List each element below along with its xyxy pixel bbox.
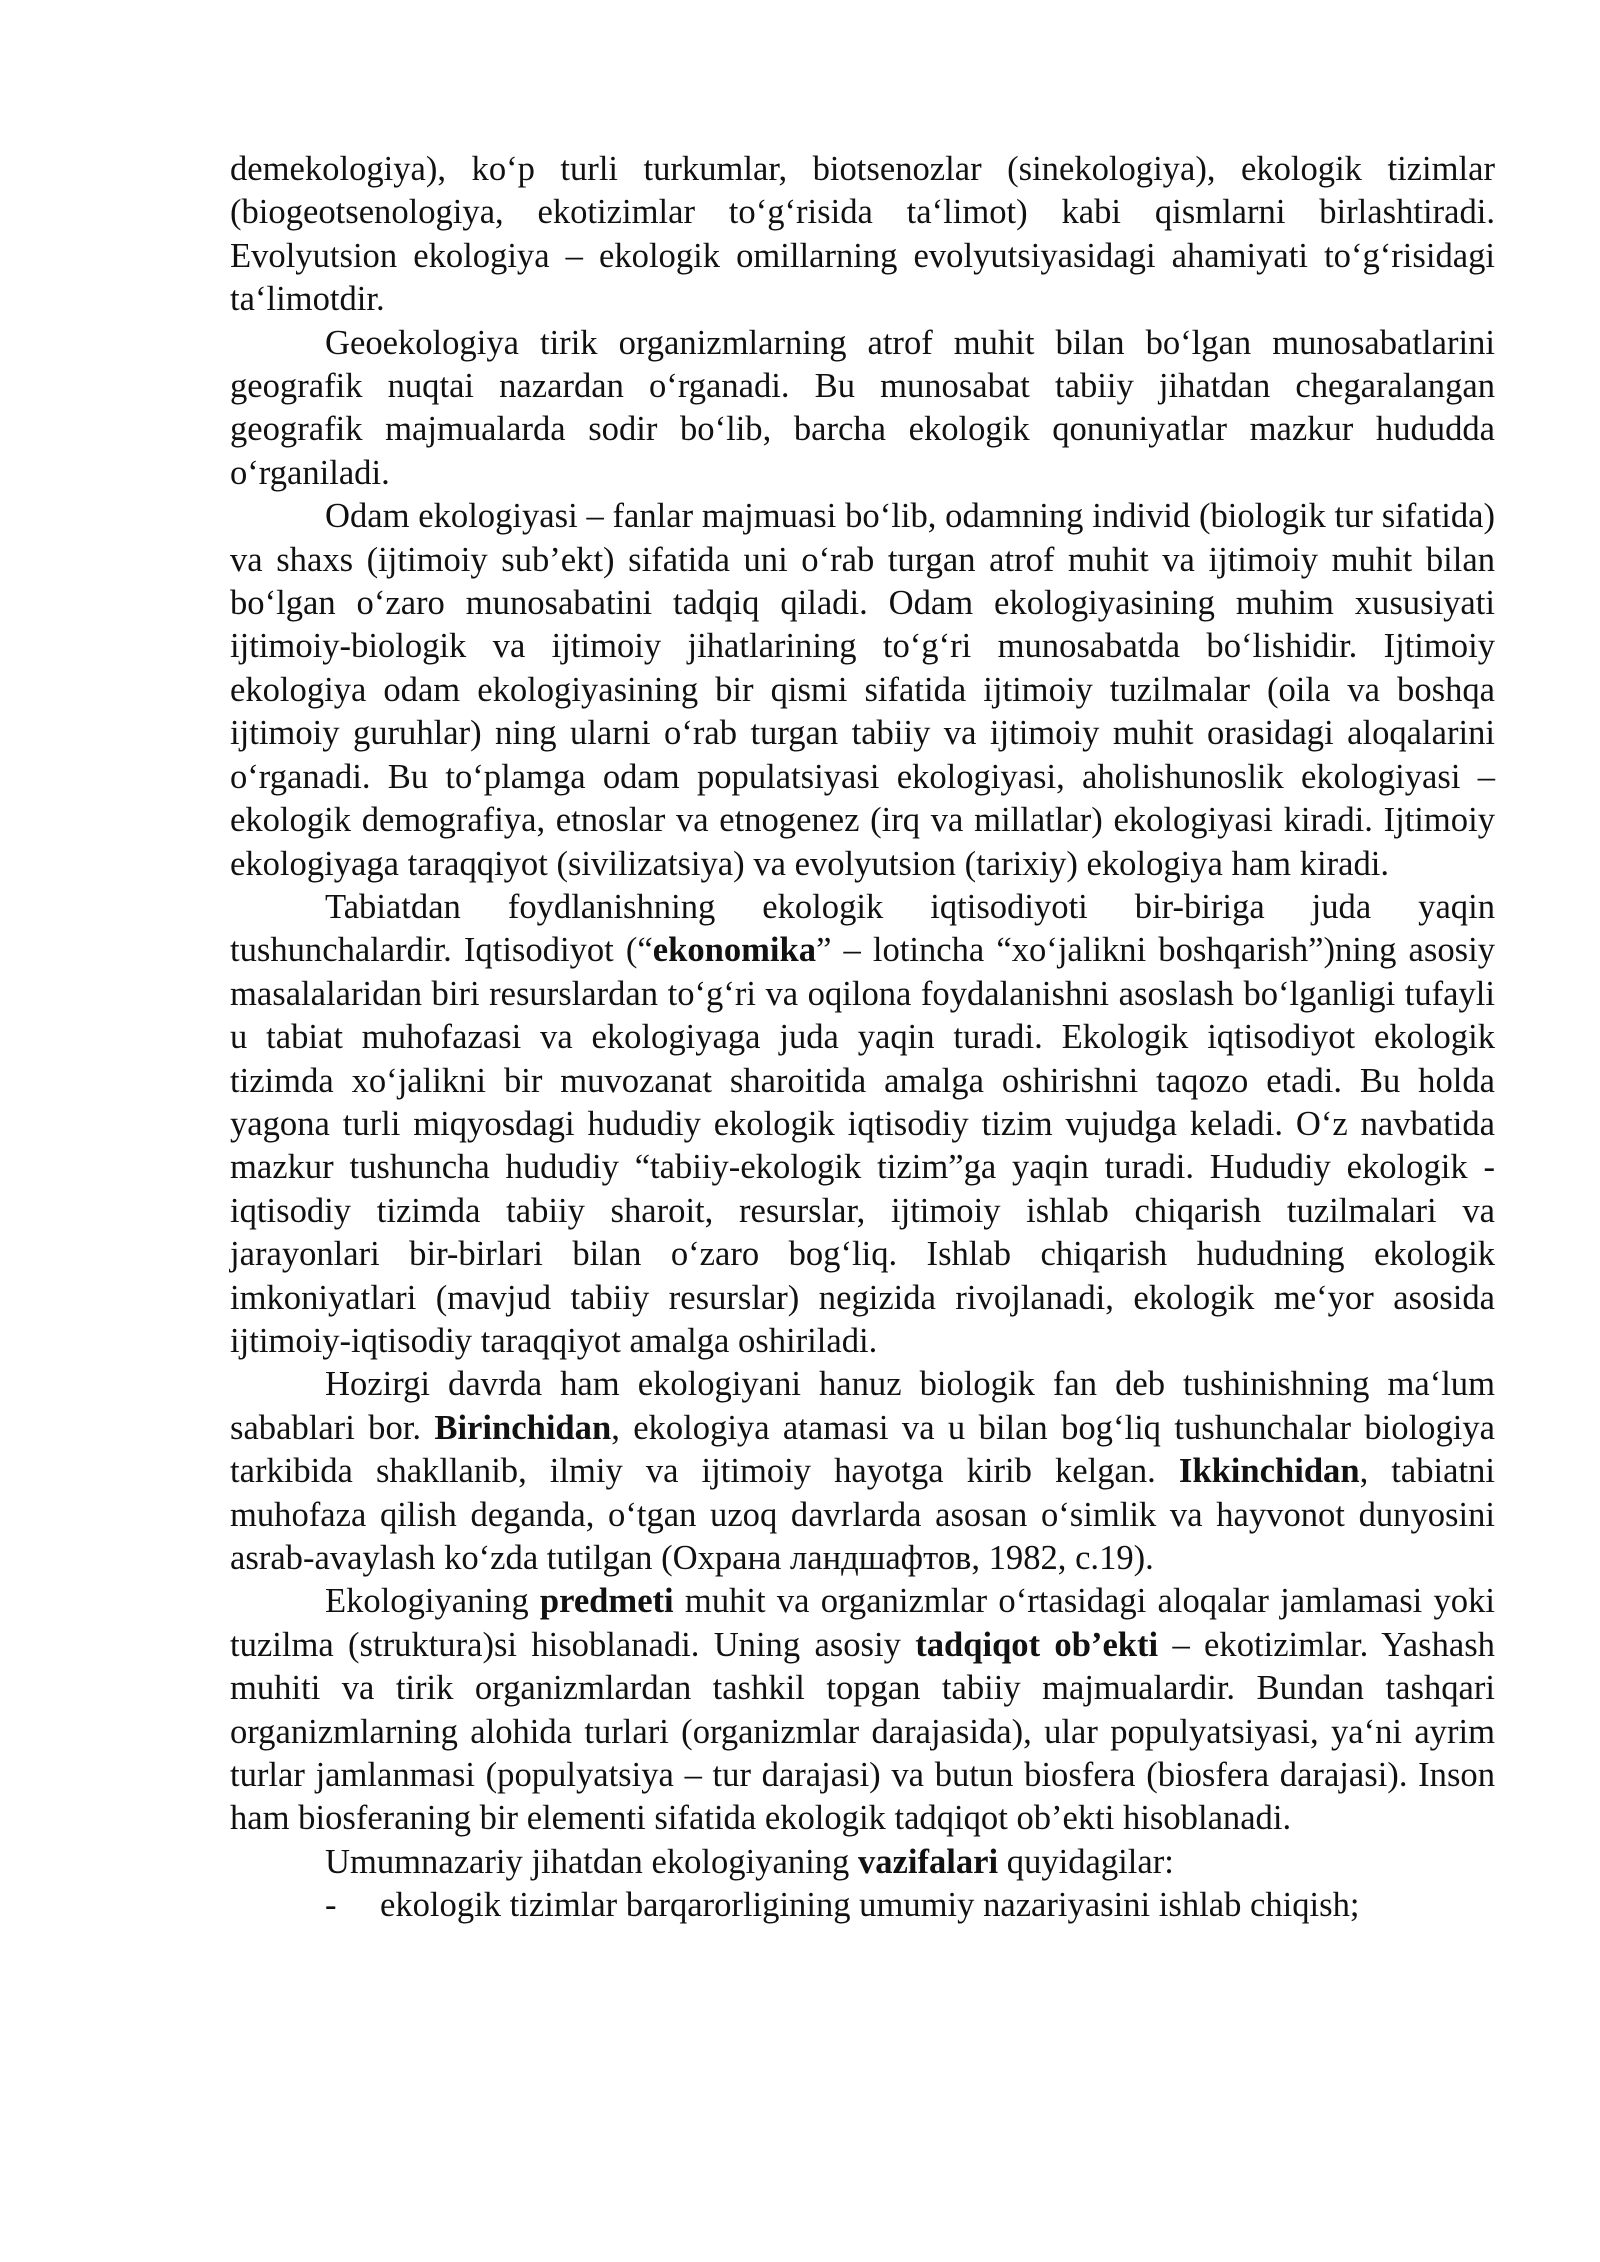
task-list — [230, 1884, 1495, 1927]
paragraph — [230, 1363, 1495, 1580]
text-run: Ekologiyaning — [325, 1582, 540, 1621]
bold-term: Birinchidan — [434, 1408, 612, 1447]
bold-term: predmeti — [539, 1582, 674, 1621]
text-run: muhit va organizmlar o‘rtasidagi aloqalar jamlamasi yoki tuzilma (struktura)si hisoblanadi. Uning asosiy — [230, 1582, 1495, 1664]
text-run: – ekotizimlar. Yashash muhiti va tirik organizmlardan tashkil topgan tabiiy majmualardir. Bundan tashqari organizmlarning alohida turlari (organizmlar darajasida), ular populyatsiyasi, ya‘ni ayrim turlar jamlanmasi (populyatsiya – tur darajasi) va butun biosfera (biosfera darajasi). Inson ham biosferaning bir elementi sifatida ekologik tadqiqot ob’ekti hisoblanadi. — [230, 1625, 1495, 1838]
list-item-text: ekologik tizimlar barqarorligining umumiy nazariyasini ishlab chiqish; — [380, 1886, 1360, 1925]
text-run: Hozirgi davrda ham ekologiyani hanuz biologik fan deb tushinishning ma‘lum sabablari bor. — [230, 1365, 1495, 1447]
paragraph — [230, 1580, 1495, 1840]
document-body — [230, 148, 1495, 1884]
text-run: Tabiatdan foydlanishning ekologik iqtisodiyoti bir-biriga juda yaqin tushunchalardir. Iqtisodiyot (“ — [230, 887, 1495, 970]
paragraph — [230, 322, 1495, 496]
text-run: quyidagilar: — [998, 1842, 1174, 1881]
paragraph — [230, 886, 1495, 1363]
text-run: , ekologiya atamasi va u bilan bog‘liq tushunchalar biologiya tarkibida shakllanib, ilmiy va ijtimoiy hayotga kirib kelgan. — [230, 1408, 1495, 1491]
text-run: Odam ekologiyasi – fanlar majmuasi bo‘lib, odamning individ (biologik tur sifatida) va shaxs (ijtimoiy sub’ekt) sifatida uni o‘rab turgan atrof muhit va ijtimoiy muhit bilan bo‘lgan o‘zaro munosabatini tadqiq qiladi. Odam ekologiyasining muhim xususiyati ijtimoiy-biologik va ijtimoiy jihatlarining to‘g‘ri munosabatda bo‘lishidir. Ijtimoiy ekologiya odam ekologiyasining bir qismi sifatida ijtimoiy tuzilmalar (oila va boshqa ijtimoiy guruhlar) ning ularni o‘rab turgan tabiiy va ijtimoiy muhit orasidagi aloqalarini o‘rganadi. Bu to‘plamga odam populatsiyasi ekologiyasi, aholishunoslik ekologiyasi – ekologik demografiya, etnoslar va etnogenez (irq va millatlar) ekologiyasi kiradi. Ijtimoiy ekologiyaga taraqqiyot (sivilizatsiya) va evolyutsion (tarixiy) ekologiya ham kiradi. — [230, 497, 1495, 883]
list-item — [230, 1884, 1495, 1927]
paragraph — [230, 148, 1495, 322]
text-run: ” – lotincha “xo‘jalikni boshqarish”)ning asosiy masalalaridan biri resurslardan to‘g‘ri va oqilona foydalanishni asoslash bo‘lganligi tufayli u tabiat muhofazasi va ekologiyaga juda yaqin turadi. Ekologik iqtisodiyot ekologik tizimda xo‘jalikni bir muvozanat sharoitida amalga oshirishni taqozo etadi. Bu holda yagona turli miqyosdagi hududiy ekologik iqtisodiy tizim vujudga keladi. O‘z navbatida mazkur tushuncha hududiy “tabiiy-ekologik tizim”ga yaqin turadi. Hududiy ekologik - iqtisodiy tizimda tabiiy sharoit, resurslar, ijtimoiy ishlab chiqarish tuzilmalari va jarayonlari bir-birlari bilan o‘zaro bog‘liq. Ishlab chiqarish hududning ekologik imkoniyatlari (mavjud tabiiy resurslar) negizida rivojlanadi, ekologik me‘yor asosida ijtimoiy-iqtisodiy taraqqiyot amalga oshiriladi. — [230, 931, 1495, 1360]
text-run: , tabiatni muhofaza qilish deganda, o‘tgan uzoq davrlarda asosan o‘simlik va hayvonot dunyosini asrab-avaylash ko‘zda tutilgan (Охрана ландшафтов, 1982, c.19). — [230, 1452, 1495, 1577]
document-page — [230, 148, 1495, 1928]
bold-term: Ikkinchidan — [1178, 1452, 1360, 1491]
text-run: Geoekologiya tirik organizmlarning atrof muhit bilan bo‘lgan munosabatlarini geografik nuqtai nazardan o‘rganadi. Bu munosabat tabiiy jihatdan chegaralangan geografik majmualarda sodir bo‘lib, barcha ekologik qonuniyatlar mazkur hududda o‘rganiladi. — [230, 323, 1495, 492]
list-marker: - — [325, 1886, 337, 1925]
bold-term: tadqiqot ob’ekti — [915, 1625, 1159, 1664]
bold-term: vazifalari — [857, 1842, 999, 1881]
bold-term: ekonomika — [652, 931, 817, 970]
text-run: Umumnazariy jihatdan ekologiyaning — [325, 1842, 858, 1881]
text-run: demekologiya), ko‘p turli turkumlar, biotsenozlar (sinekologiya), ekologik tizimlar (biogeotsenologiya, ekotizimlar to‘g‘risida ta‘limot) kabi qismlarni birlashtiradi. Evolyutsion ekologiya – ekologik omillarning evolyutsiyasidagi ahamiyati to‘g‘risidagi ta‘limotdir. — [230, 150, 1495, 319]
paragraph — [230, 1841, 1495, 1884]
paragraph — [230, 495, 1495, 886]
